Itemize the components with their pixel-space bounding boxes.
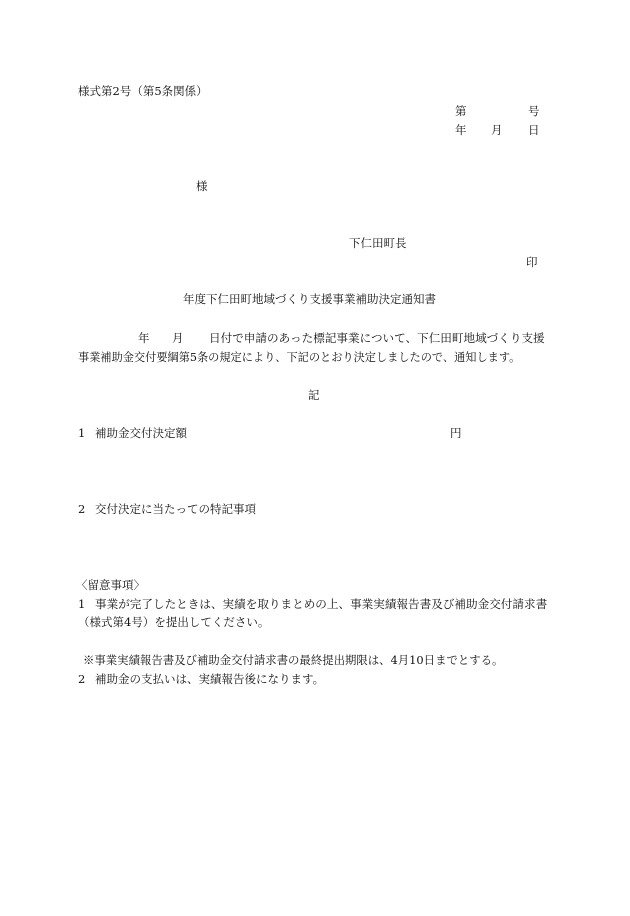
note1-line1: 事業が完了したときは、実績を取りまとめの上、事業実績報告書及び補助金交付請求書 [95,597,548,611]
recipient-honorific: 様 [196,179,208,193]
date-day: 日 [528,123,540,137]
date-month: 月 [491,123,503,137]
note1-number: 1 [78,597,86,611]
note1-line2: （様式第4号）を提出してください。 [78,615,270,629]
doc-number-prefix: 第 [455,104,467,118]
issuer-title: 下仁田町長 [349,236,407,250]
body-month: 月 [172,331,184,345]
note2-text: 補助金の支払いは、実績報告後になります。 [95,672,325,686]
item1-unit: 円 [450,426,462,440]
body-line1: 日付で申請のあった標記事業について、下仁田町地域づくり支援 [209,331,545,345]
date-year: 年 [455,123,467,137]
body-line2: 事業補助金交付要綱第5条の規定により、下記のとおり決定しましたので、通知します。 [78,351,521,364]
body-year: 年 [138,331,150,345]
notes-heading: 〈留意事項〉 [76,578,145,592]
doc-number-suffix: 号 [528,104,540,118]
item2-label: 交付決定に当たっての特記事項 [95,502,256,516]
note2-number: 2 [78,672,86,686]
item1-label: 補助金交付決定額 [95,426,187,440]
document-title: 年度下仁田町地域づくり支援事業補助決定通知書 [183,292,436,306]
ki-heading: 記 [308,388,320,402]
item2-number: 2 [78,502,86,516]
item1-number: 1 [78,426,86,440]
form-label: 様式第2号（第5条関係） [78,84,208,98]
seal-mark: 印 [526,255,538,269]
deadline-note: ※事業実績報告書及び補助金交付請求書の最終提出期限は、4月10日までとする。 [83,653,504,667]
